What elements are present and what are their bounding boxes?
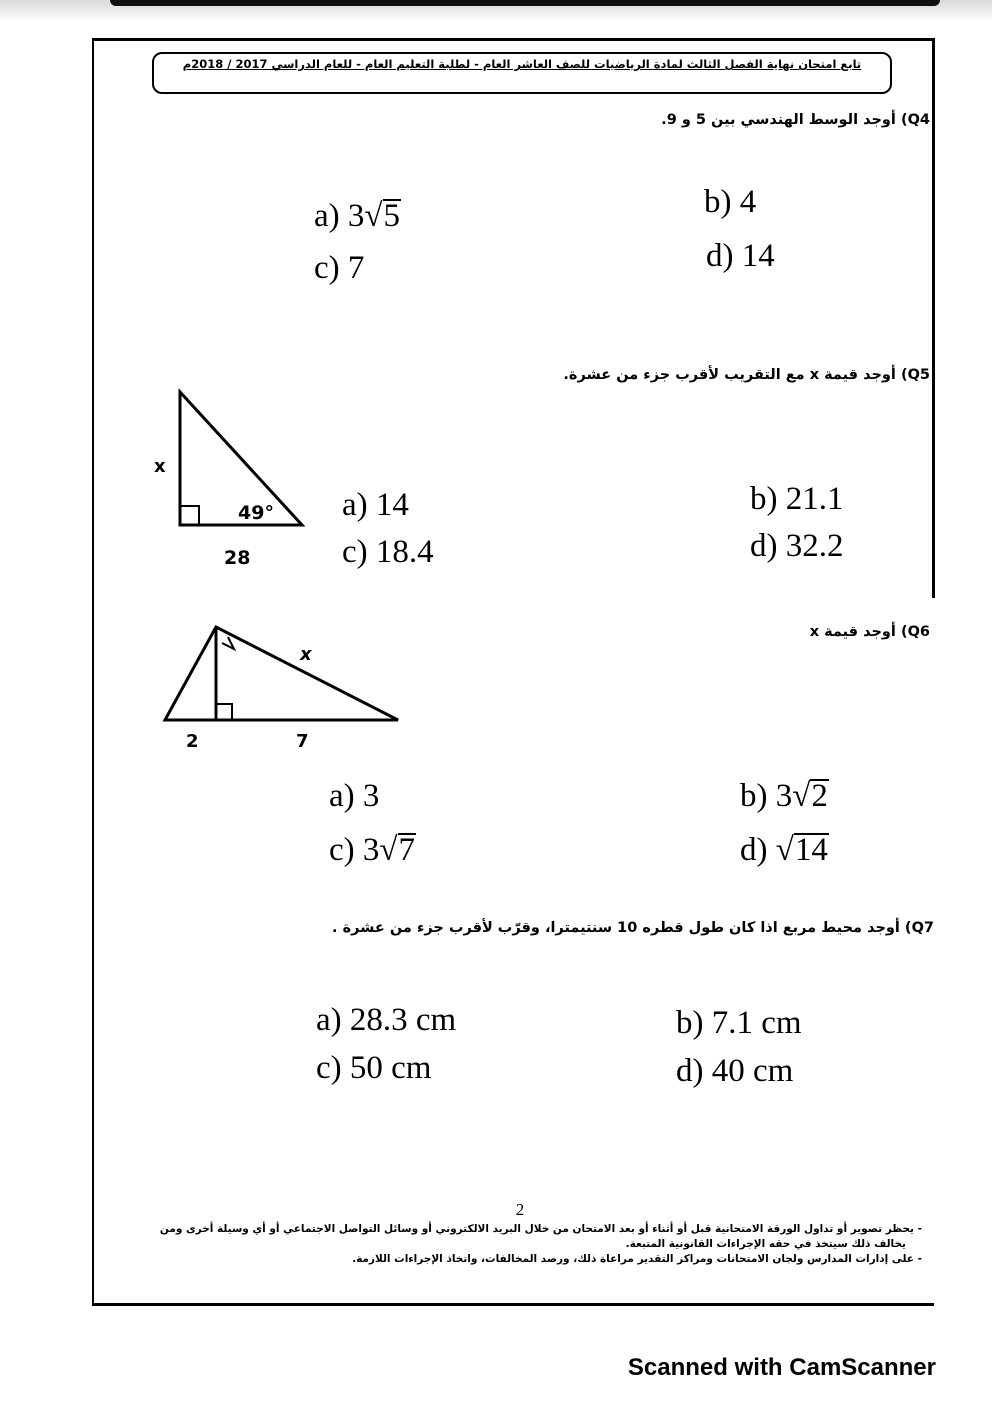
q5-angle-label: 49° (238, 502, 274, 524)
footer-line-2: يخالف ذلك سيتخذ في حقه الإجراءات القانونية المتبعة. (625, 1238, 906, 1250)
q7-option-d[interactable]: d) 40 cm (676, 1053, 794, 1089)
q7-option-b[interactable]: b) 7.1 cm (676, 1005, 802, 1041)
q6-hyp-label: x (300, 644, 312, 665)
question-q7-text: Q7) أوجد محيط مربع اذا كان طول قطره 10 سنتيمترا، وقرّب لأقرب جزء من عشرة . (332, 920, 934, 936)
sqrt-symbol: √14 (775, 832, 828, 868)
q6-option-c-radicand: 7 (398, 832, 416, 868)
question-q6-text: Q6) أوجد قيمة x (809, 624, 930, 640)
q6-option-a[interactable]: a) 3 (329, 778, 380, 814)
sqrt-symbol: √2 (792, 778, 828, 814)
q6-option-d-prefix: d) (740, 832, 776, 868)
q6-option-c-prefix: c) 3 (329, 832, 380, 868)
q6-option-b-radicand: 2 (811, 778, 828, 814)
q4-option-a-radicand: 5 (383, 198, 401, 234)
scanner-watermark: Scanned with CamScanner (627, 1354, 936, 1381)
q6-left-seg-label: 2 (186, 731, 199, 752)
q7-option-c[interactable]: c) 50 cm (316, 1050, 432, 1086)
footer-line-3: - على إدارات المدارس ولجان الامتحانات ومراكز التقدير مراعاة ذلك، ورصد المخالفات، واتخاذ الإجراءات اللازمة. (352, 1253, 922, 1265)
q5-right-triangle-figure (140, 380, 320, 570)
q6-option-b[interactable] (740, 778, 829, 814)
q4-option-a[interactable] (314, 198, 401, 234)
question-q4-text: Q4) أوجد الوسط الهندسي بين 5 و 9. (661, 112, 930, 128)
q5-option-b[interactable]: b) 21.1 (750, 481, 844, 517)
footer-line-1: - يحظر تصوير أو تداول الورقة الامتحانية قبل أو أثناء أو بعد الامتحان من خلال البريد الالكتروني أو وسائل التواصل الاجتماعي أو أي وسيلة أخرى ومن (159, 1223, 922, 1235)
page-number: 2 (515, 1200, 525, 1219)
exam-header-title: تابع امتحان نهاية الفصل الثالث لمادة الرياضيات للصف العاشر العام - لطلبة التعليم العام - للعام الدراسي 2017 / 2018م (182, 57, 862, 71)
q6-triangle-altitude-figure (150, 615, 420, 755)
exam-header (152, 52, 892, 94)
q5-side-label: x (154, 456, 166, 477)
q4-option-d[interactable]: d) 14 (706, 238, 775, 274)
page-right-edge (932, 38, 935, 598)
q7-option-a[interactable]: a) 28.3 cm (316, 1002, 457, 1038)
exam-footer-notice (112, 1222, 922, 1267)
q5-option-a[interactable]: a) 14 (342, 487, 409, 523)
q4-option-a-prefix: a) 3 (314, 198, 365, 234)
q6-right-seg-label: 7 (296, 731, 309, 752)
q6-option-b-prefix: b) 3 (740, 778, 793, 814)
q4-option-c[interactable]: c) 7 (314, 250, 365, 286)
q6-option-c[interactable] (329, 832, 416, 868)
q6-option-d-radicand: 14 (794, 832, 828, 868)
sqrt-symbol: √5 (364, 198, 401, 234)
question-q5-text: Q5) أوجد قيمة x مع التقريب لأقرب جزء من عشرة. (563, 367, 930, 383)
q5-option-c[interactable]: c) 18.4 (342, 534, 434, 570)
q5-base-label: 28 (224, 547, 251, 569)
q6-option-d[interactable] (740, 832, 829, 868)
sqrt-symbol: √7 (379, 832, 416, 868)
scan-edge (110, 0, 940, 6)
q4-option-b[interactable]: b) 4 (704, 184, 757, 220)
q5-option-d[interactable]: d) 32.2 (750, 528, 844, 564)
